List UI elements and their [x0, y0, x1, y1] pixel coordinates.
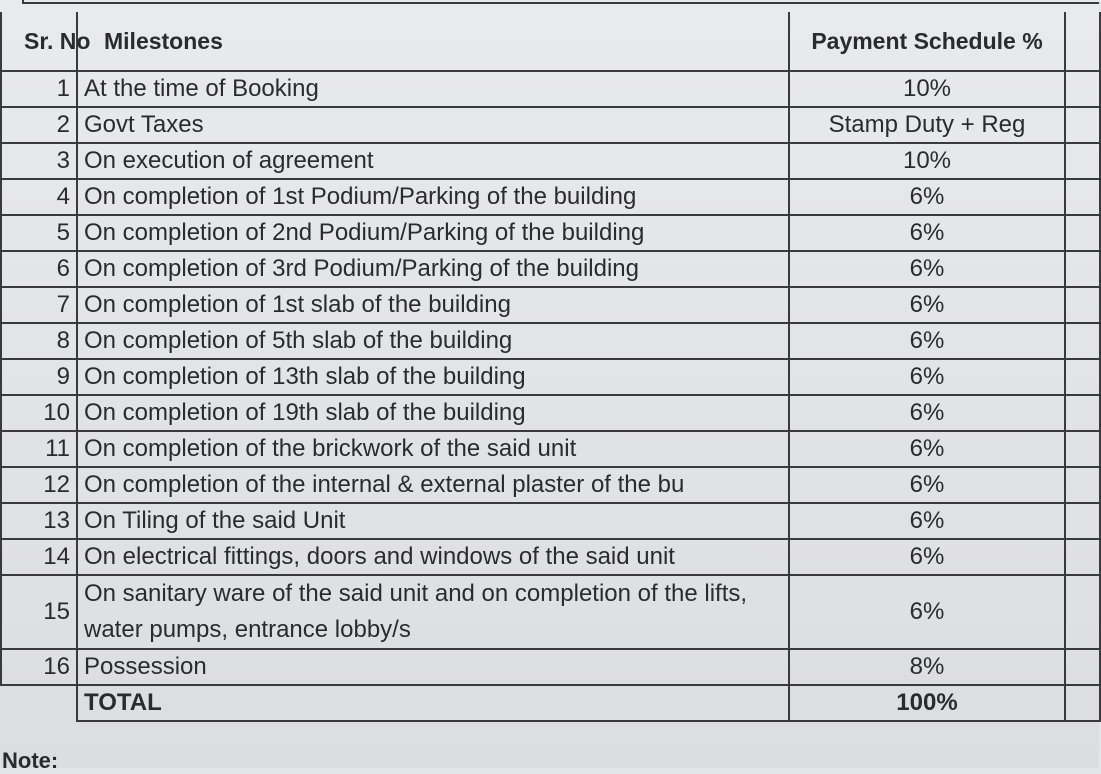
row-milestone: On completion of the internal & external plaster of the bu: [77, 467, 789, 503]
row-sr-no: 5: [1, 215, 77, 251]
header-payment-schedule: Payment Schedule %: [789, 12, 1065, 71]
row-sr-no: 7: [1, 287, 77, 323]
table-row: [1, 649, 1100, 685]
row-sr-no: 9: [1, 359, 77, 395]
row-payment: 6%: [789, 431, 1065, 467]
row-sr-no: 6: [1, 251, 77, 287]
total-payment: 100%: [789, 685, 1065, 721]
row-payment: 6%: [789, 179, 1065, 215]
row-payment: Stamp Duty + Reg: [789, 107, 1065, 143]
row-sr-no: 3: [1, 143, 77, 179]
table-row: [1, 107, 1100, 143]
row-milestone: At the time of Booking: [77, 71, 789, 107]
row-payment: 6%: [789, 287, 1065, 323]
row-payment: 10%: [789, 143, 1065, 179]
row-milestone: Govt Taxes: [77, 107, 789, 143]
note-label: Note:: [2, 748, 59, 773]
row-payment: 6%: [789, 323, 1065, 359]
row-milestone: On completion of 3rd Podium/Parking of the building: [77, 251, 789, 287]
row-sr-no: 4: [1, 179, 77, 215]
row-milestone: On electrical fittings, doors and windows of the said unit: [77, 539, 789, 575]
row-sr-no: 12: [1, 467, 77, 503]
table-header-row: [1, 12, 1100, 71]
row-sr-no: 1: [1, 71, 77, 107]
row-payment: 6%: [789, 575, 1065, 649]
row-sr-no: 15: [1, 575, 77, 649]
row-payment: 6%: [789, 359, 1065, 395]
row-sr-no: 11: [1, 431, 77, 467]
row-sr-no: 8: [1, 323, 77, 359]
row-empty-cell: [1065, 179, 1100, 215]
row-empty-cell: [1065, 323, 1100, 359]
row-payment: 10%: [789, 71, 1065, 107]
table-row: [1, 179, 1100, 215]
row-milestone: On completion of 19th slab of the building: [77, 395, 789, 431]
total-label: TOTAL: [77, 685, 789, 721]
row-empty-cell: [1065, 107, 1100, 143]
row-milestone: Possession: [77, 649, 789, 685]
table-row: [1, 431, 1100, 467]
row-payment: 6%: [789, 215, 1065, 251]
row-sr-no: 14: [1, 539, 77, 575]
row-payment: 6%: [789, 251, 1065, 287]
row-payment: 6%: [789, 395, 1065, 431]
table-row: [1, 215, 1100, 251]
row-payment: 6%: [789, 467, 1065, 503]
row-empty-cell: [1065, 251, 1100, 287]
row-sr-no: 2: [1, 107, 77, 143]
header-milestones: Milestones: [77, 12, 789, 71]
table-row: [1, 503, 1100, 539]
row-empty-cell: [1065, 287, 1100, 323]
row-milestone: On completion of 2nd Podium/Parking of the building: [77, 215, 789, 251]
table-row: [1, 323, 1100, 359]
row-sr-no: 13: [1, 503, 77, 539]
row-empty-cell: [1065, 359, 1100, 395]
row-sr-no: 16: [1, 649, 77, 685]
row-milestone: On execution of agreement: [77, 143, 789, 179]
header-empty-cell: [1065, 12, 1100, 71]
table-row: [1, 143, 1100, 179]
row-milestone: On completion of 1st slab of the building: [77, 287, 789, 323]
row-milestone: On completion of the brickwork of the said unit: [77, 431, 789, 467]
payment-schedule-table: [0, 12, 1101, 722]
table-row: [1, 287, 1100, 323]
row-empty-cell: [1065, 71, 1100, 107]
row-empty-cell: [1065, 503, 1100, 539]
table-row: [1, 359, 1100, 395]
row-sr-no: 10: [1, 395, 77, 431]
table-row: [1, 71, 1100, 107]
row-milestone: On completion of 5th slab of the building: [77, 323, 789, 359]
table-row: [1, 575, 1100, 649]
row-empty-cell: [1065, 575, 1100, 649]
total-extra-cell: [1065, 685, 1100, 721]
table-row: [1, 539, 1100, 575]
total-row: [1, 685, 1100, 721]
row-empty-cell: [1065, 215, 1100, 251]
row-empty-cell: [1065, 395, 1100, 431]
top-border: [22, 0, 1099, 4]
table-row: [1, 251, 1100, 287]
row-empty-cell: [1065, 143, 1100, 179]
table-row: [1, 467, 1100, 503]
row-payment: 6%: [789, 539, 1065, 575]
row-milestone: On Tiling of the said Unit: [77, 503, 789, 539]
total-empty-cell: [1, 685, 77, 721]
row-empty-cell: [1065, 467, 1100, 503]
row-empty-cell: [1065, 539, 1100, 575]
table-row: [1, 395, 1100, 431]
row-milestone: On sanitary ware of the said unit and on completion of the lifts, water pumps, entrance lobby/s: [77, 575, 789, 649]
row-payment: 8%: [789, 649, 1065, 685]
row-empty-cell: [1065, 649, 1100, 685]
header-sr-no: Sr. No: [1, 12, 77, 71]
row-empty-cell: [1065, 431, 1100, 467]
row-milestone: On completion of 1st Podium/Parking of the building: [77, 179, 789, 215]
row-payment: 6%: [789, 503, 1065, 539]
row-milestone: On completion of 13th slab of the building: [77, 359, 789, 395]
